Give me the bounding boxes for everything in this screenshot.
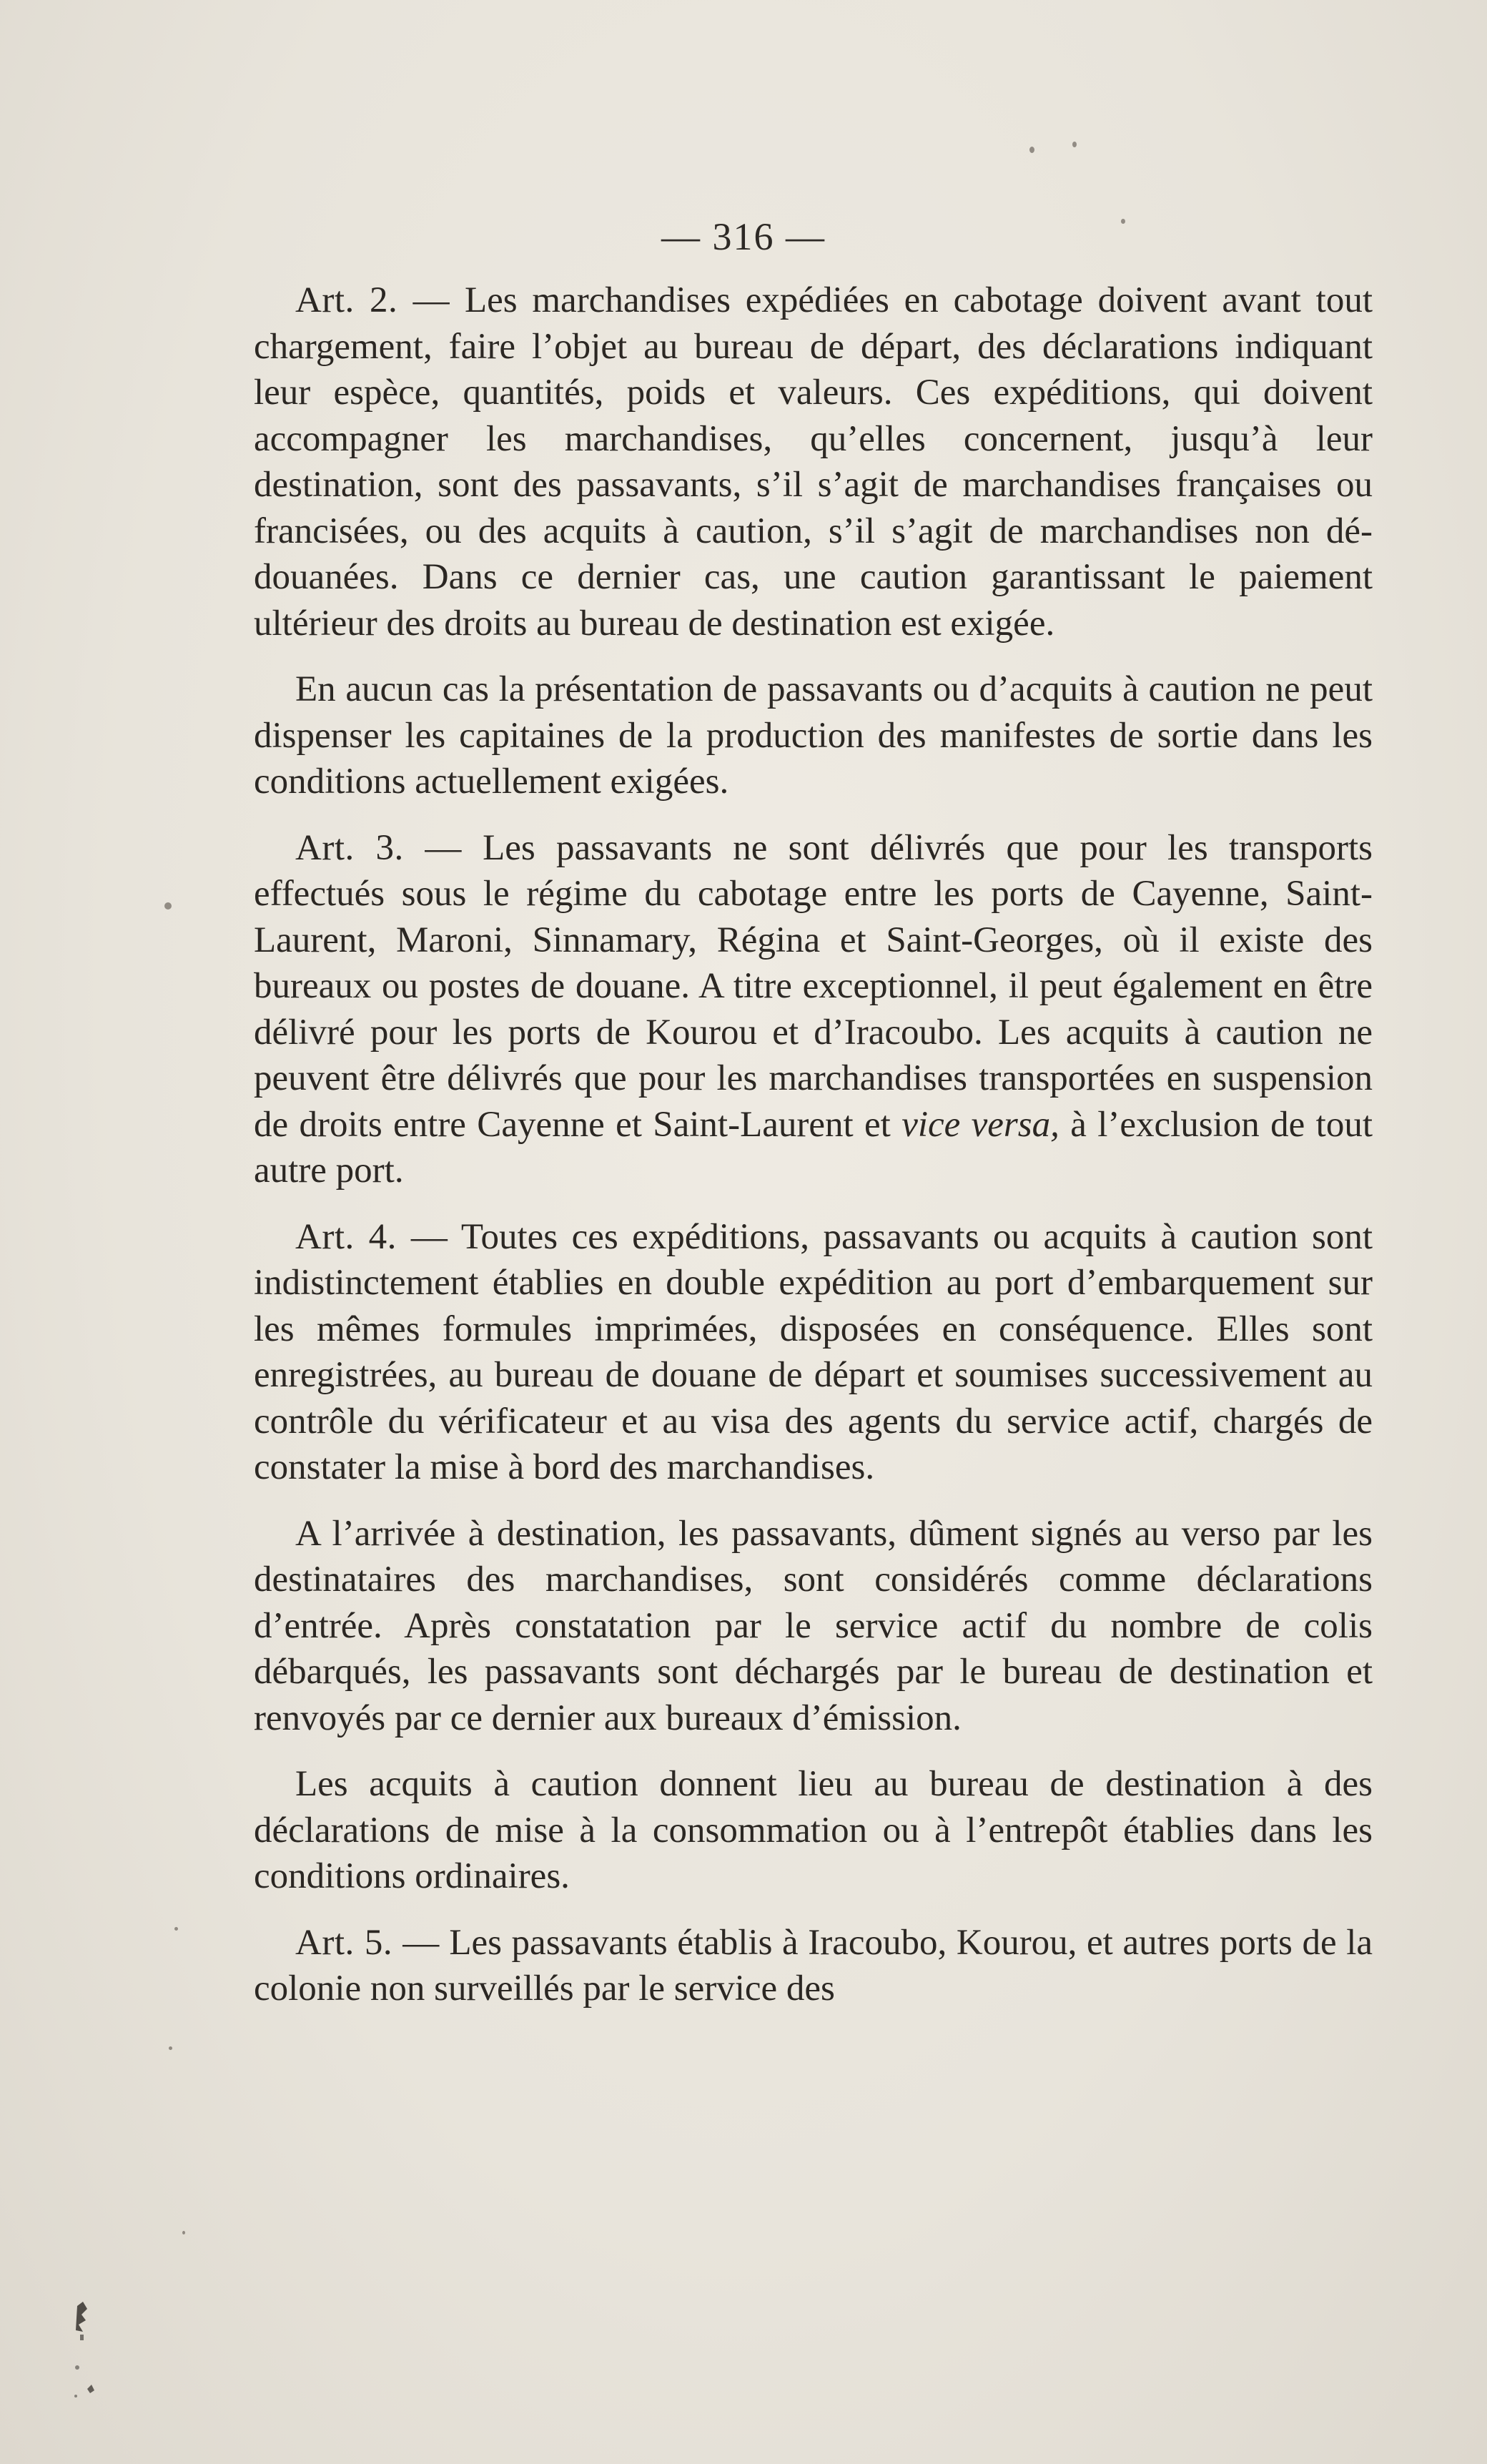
paragraph-text: A l’arrivée à destination, les passavants, dûment signés au verso par les destinataires des marchandises, sont considérés comme déclarations d’entrée. Après constatation par le service actif du nombre de colis débarqués, les passavants sont déchargés par le bureau de destination et renvoyés par ce dernier aux bureaux d’émission. [254, 1513, 1373, 1738]
body-text [254, 277, 1373, 2012]
article-label: Art. 4. — [295, 1216, 448, 1257]
italic-phrase: vice versa, [901, 1104, 1059, 1145]
paper-speck [182, 2231, 185, 2234]
paragraph-text: Les marchandises expédiées en cabotage doivent avant tout chargement, faire l’objet au bureau de départ, des déclarations indiquant leur espèce, quantités, poids et valeurs. Ces expéditions, qui doivent accompagner les marchandises, qu’elles concernent, jusqu’à leur destination, sont des passavants, s’il s’agit de marchandises françaises ou francisées, ou des acquits à caution, s’il s’agit de marchandises non dédouanées. Dans ce dernier cas, une caution garantissant le paiement ultérieur des droits au bureau de destination est exigée. [254, 280, 1373, 644]
paragraph-text: Les acquits à caution donnent lieu au bureau de destination à des déclarations de mise à la consommation ou à l’entrepôt établies dans les conditions ordinaires. [254, 1764, 1373, 1896]
paragraph-text: Toutes ces expéditions, passavants ou acquits à caution sont indistinctement établies en double expédition au port d’embarquement sur les mêmes formules imprimées, disposées en conséquence. Elles sont enregistrées, au bureau de douane de départ et soumises successivement au contrôle du vérificateur et au visa des agents du service actif, chargés de constater la mise à bord des marchandises. [254, 1216, 1373, 1487]
paragraph-text-tail: à l’exclusion de tout autre port. [254, 1104, 1373, 1191]
margin-ink-mark [61, 2299, 104, 2413]
article-label: Art. 2. — [295, 280, 450, 320]
paragraph-art-2 [254, 277, 1373, 646]
paragraph-art-4 [254, 1214, 1373, 1491]
article-label: Art. 5. — [295, 1922, 440, 1963]
paper-speck [164, 902, 172, 910]
paper-speck [1121, 219, 1125, 224]
paper-speck [1072, 142, 1077, 147]
paragraph-text: En aucun cas la présentation de passavants ou d’acquits à caution ne peut dispenser les capitaines de la production des manifestes de sortie dans les conditions actuellement exigées. [254, 669, 1373, 802]
paragraph-arrivee [254, 1511, 1373, 1742]
page-number: — 316 — [661, 215, 826, 258]
paragraph-manifestes [254, 666, 1373, 805]
paper-speck [1029, 147, 1034, 153]
paragraph-text: Les passavants établis à Iracoubo, Kourou, et autres ports de la colonie non surveillés par le service des [254, 1922, 1373, 2009]
paragraph-text: Les passavants ne sont délivrés que pour les transports effectués sous le régime du cabotage entre les ports de Cayenne, Saint-Laurent, Maroni, Sinnamary, Régina et Saint-Georges, où il existe des bureaux ou postes de douane. A titre exceptionnel, il peut également en être délivré pour les ports de Kourou et d’Iracoubo. Les acquits à caution ne peuvent être délivrés que pour les marchandises transportées en suspension de droits entre Cayenne et Saint-Laurent et [254, 827, 1373, 1145]
paragraph-art-5 [254, 1920, 1373, 2012]
paragraph-art-3 [254, 825, 1373, 1194]
paper-speck [169, 2046, 172, 2050]
article-label: Art. 3. — [295, 827, 462, 868]
paragraph-acquits [254, 1761, 1373, 1900]
paper-speck [174, 1927, 178, 1931]
